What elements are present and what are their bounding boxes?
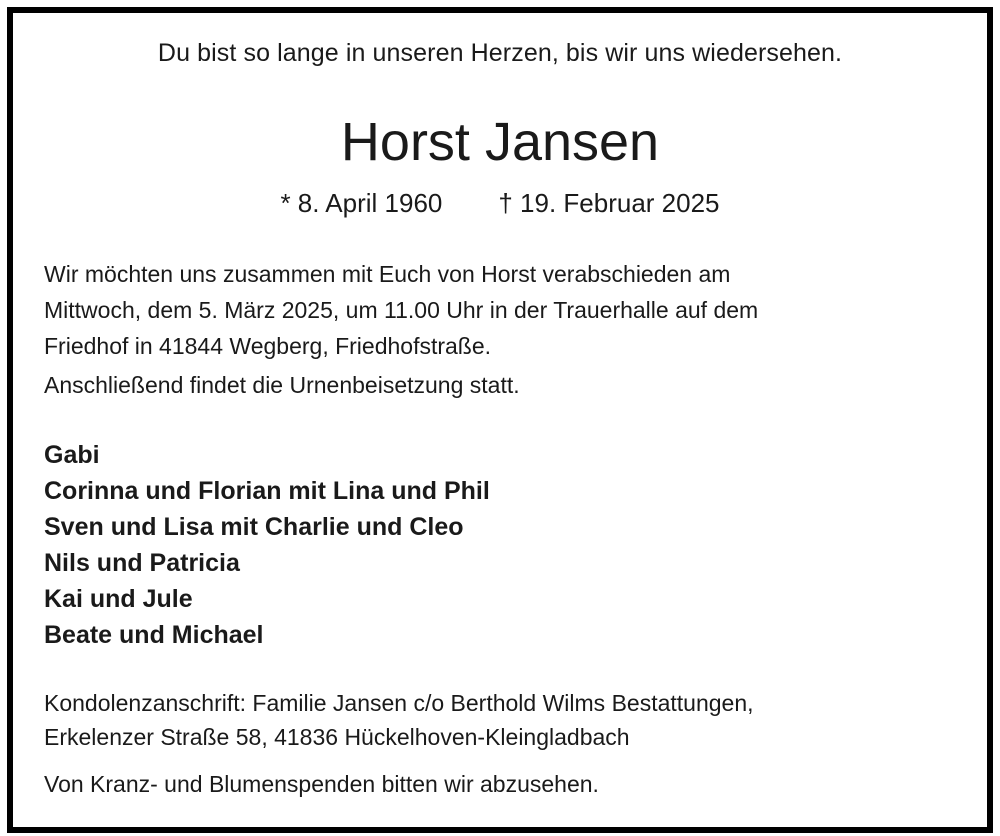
- birth-date: * 8. April 1960: [280, 188, 443, 218]
- flowers-note: Von Kranz- und Blumenspenden bitten wir abzusehen.: [44, 771, 599, 797]
- condolence-line: Erkelenzer Straße 58, 41836 Hückelhoven-Kleingladbach: [44, 724, 630, 750]
- mourners-list: [44, 437, 490, 653]
- death-date: † 19. Februar 2025: [498, 188, 720, 218]
- mourner-entry: Corinna und Florian mit Lina und Phil: [44, 477, 490, 505]
- ceremony-line: Mittwoch, dem 5. März 2025, um 11.00 Uhr in der Trauerhalle auf dem: [44, 297, 759, 323]
- mourner-entry: Kai und Jule: [44, 585, 193, 613]
- life-dates: [0, 188, 1000, 219]
- ceremony-line: Wir möchten uns zusammen mit Euch von Horst verabschieden am: [44, 261, 731, 287]
- mourner-entry: Nils und Patricia: [44, 549, 240, 577]
- mourner-entry: Gabi: [44, 441, 100, 469]
- condolence-line: Kondolenzanschrift: Familie Jansen c/o Berthold Wilms Bestattungen,: [44, 690, 754, 716]
- mourner-entry: Sven und Lisa mit Charlie und Cleo: [44, 513, 464, 541]
- ceremony-line: Friedhof in 41844 Wegberg, Friedhofstraße.: [44, 333, 492, 359]
- epitaph: Du bist so lange in unseren Herzen, bis wir uns wiedersehen.: [157, 39, 843, 67]
- deceased-name: Horst Jansen: [340, 112, 660, 172]
- condolence-address: [44, 686, 944, 754]
- urn-burial-note: Anschließend findet die Urnenbeisetzung statt.: [44, 372, 520, 398]
- mourner-entry: Beate und Michael: [44, 621, 264, 649]
- ceremony-paragraph: [44, 256, 944, 364]
